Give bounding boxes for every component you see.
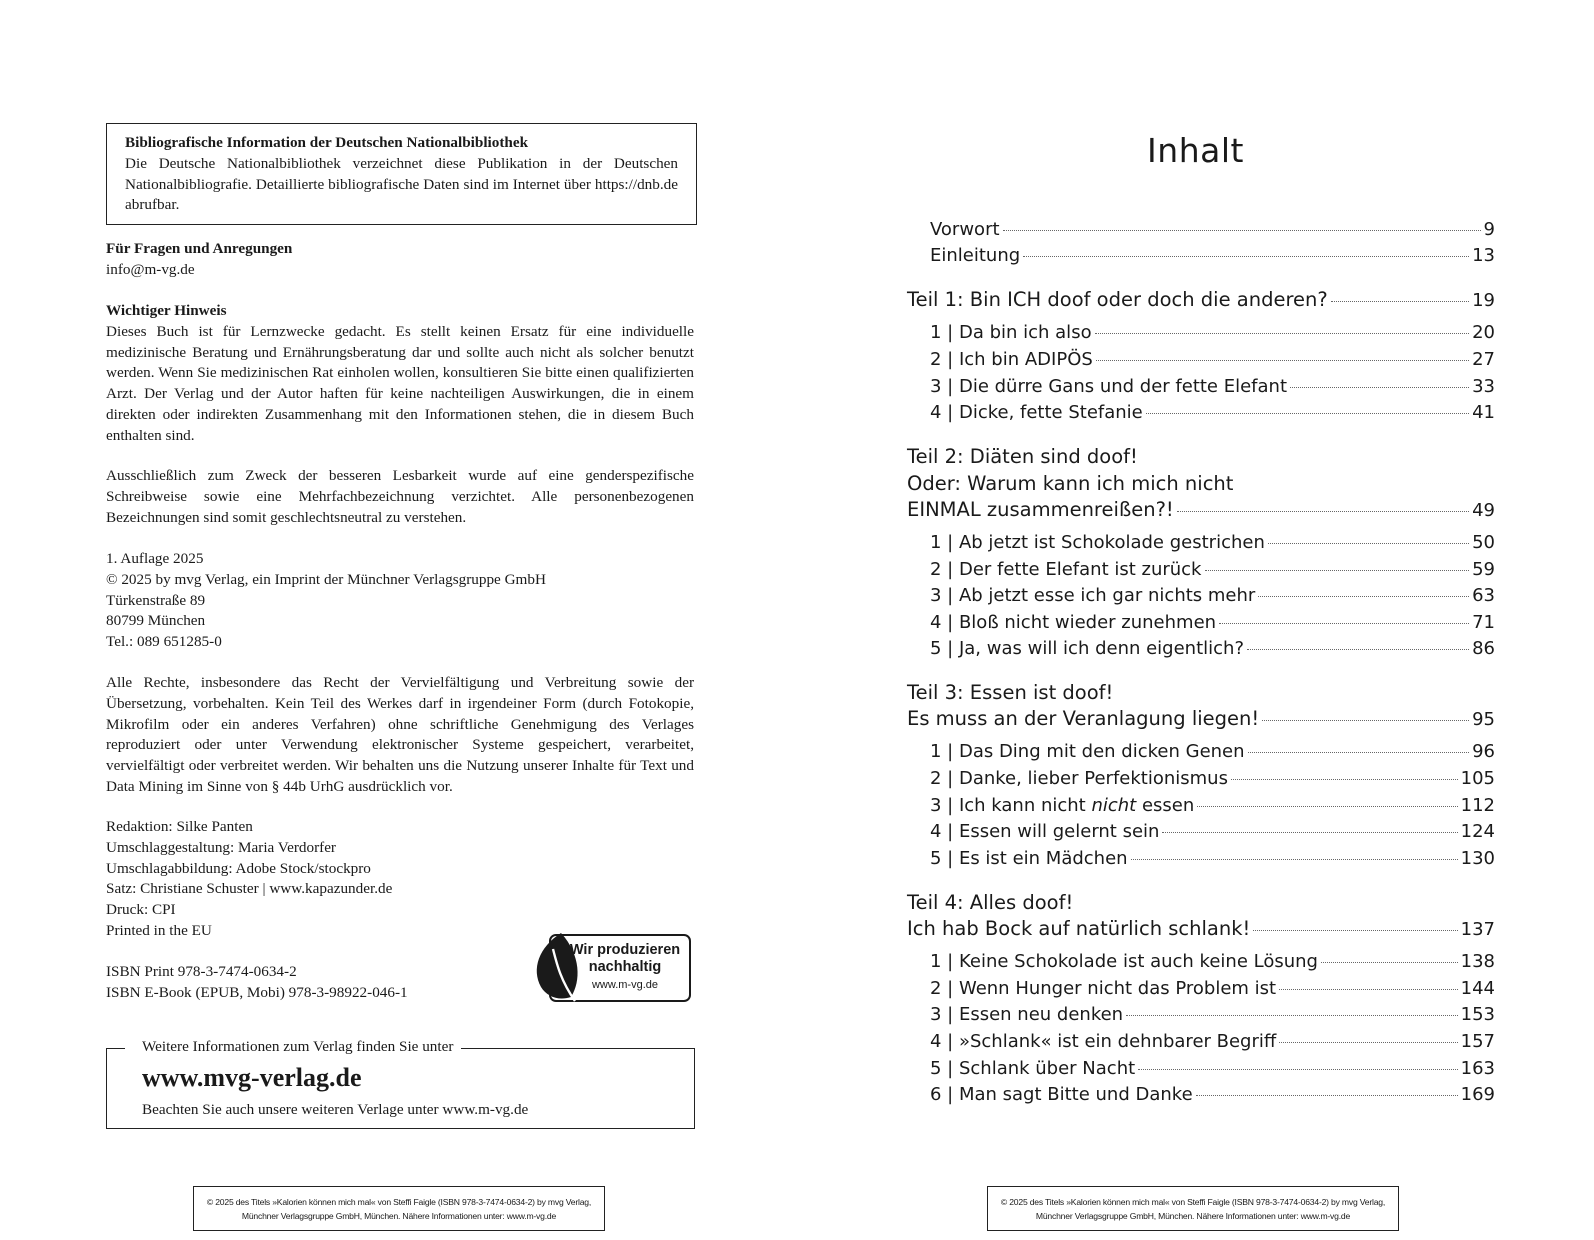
toc-part-4[interactable] [907, 916, 1495, 943]
toc-chapter-3-5[interactable] [930, 846, 1495, 872]
leader-dots [1096, 360, 1469, 361]
contact-section [106, 239, 694, 281]
toc-title: Inhalt [1147, 131, 1244, 170]
toc-entry-einleitung[interactable] [930, 243, 1495, 269]
leader-dots [1331, 301, 1469, 302]
chapter-label: 2 | Ich bin ADIPÖS [930, 349, 1093, 370]
credit-cover-design: Umschlaggestaltung: Maria Verdorfer [106, 838, 336, 856]
toc-chapter-3-3[interactable] [930, 793, 1495, 819]
part-title: Ich hab Bock auf natürlich schlank! [907, 917, 1251, 940]
leader-dots [1258, 596, 1469, 597]
chapter-page: 63 [1472, 585, 1495, 606]
toc-chapter-4-6[interactable] [930, 1082, 1495, 1108]
part-title: Teil 1: Bin ICH doof oder doch die anderen? [907, 288, 1328, 311]
chapter-page: 124 [1460, 821, 1495, 842]
bibliographic-info-title: Bibliografische Information der Deutschen Nationalbibliothek [125, 134, 529, 151]
sustainability-badge [531, 934, 694, 1002]
chapter-page: 138 [1460, 951, 1495, 972]
contact-email: info@m-vg.de [106, 260, 195, 278]
chapter-page: 27 [1472, 349, 1495, 370]
part-2-title-line1: Teil 2: Diäten sind doof! [907, 445, 1138, 468]
credit-printed-in: Printed in the EU [106, 921, 212, 939]
chapter-page: 96 [1472, 741, 1495, 762]
part-2-title-line2: Oder: Warum kann ich mich nicht [907, 472, 1234, 495]
copyright-footer [193, 1186, 605, 1231]
leader-dots [1126, 1015, 1458, 1016]
chapter-label: 4 | »Schlank« ist ein dehnbarer Begriff [930, 1031, 1277, 1052]
toc-chapter-4-2[interactable] [930, 976, 1495, 1002]
toc-chapter-1-2[interactable] [930, 347, 1495, 373]
toc-page [797, 0, 1594, 1240]
leader-dots [1196, 1095, 1458, 1096]
toc-entry-page: 9 [1483, 219, 1495, 240]
toc-part-3[interactable] [907, 706, 1495, 733]
leader-dots [1146, 413, 1469, 414]
badge-line2: nachhaltig [588, 959, 662, 975]
leader-dots [1268, 543, 1469, 544]
chapter-label: 2 | Der fette Elefant ist zurück [930, 559, 1202, 580]
chapter-page: 144 [1460, 978, 1495, 999]
part-title: EINMAL zusammenreißen?! [907, 498, 1174, 521]
bibliographic-info-text: Die Deutsche Nationalbibliothek verzeichnet diese Publikation in der Deutschen Nationalbibliografie. Detaillierte bibliografische Daten sind im Internet über https://dnb.de abrufbar. [125, 154, 678, 214]
toc-chapter-2-1[interactable] [930, 530, 1495, 556]
leader-dots [1197, 806, 1457, 807]
chapter-label: 5 | Schlank über Nacht [930, 1058, 1136, 1079]
chapter-label: 3 | Die dürre Gans und der fette Elefant [930, 376, 1288, 397]
part-3-title-line1: Teil 3: Essen ist doof! [907, 681, 1114, 704]
chapter-label: 6 | Man sagt Bitte und Danke [930, 1084, 1193, 1105]
toc-part-2[interactable] [907, 497, 1495, 524]
leader-dots [1290, 387, 1469, 388]
copyright: © 2025 by mvg Verlag, ein Imprint der Münchner Verlagsgruppe GmbH [106, 570, 546, 588]
badge-line1: Wir produzieren [569, 942, 681, 958]
part-page: 95 [1472, 709, 1495, 730]
leader-dots [1248, 752, 1470, 753]
leader-dots [1253, 930, 1457, 931]
chapter-page: 50 [1472, 532, 1495, 553]
phone: Tel.: 089 651285-0 [106, 633, 222, 651]
toc-part-1[interactable] [907, 287, 1495, 314]
chapter-label-part: 3 | Ich kann nicht [930, 795, 1092, 816]
chapter-label: 1 | Keine Schokolade ist auch keine Lösung [930, 951, 1318, 972]
isbn-ebook: ISBN E-Book (EPUB, Mobi) 978-3-98922-046-1 [106, 983, 408, 1001]
leader-dots [1138, 1069, 1457, 1070]
chapter-label: 1 | Ab jetzt ist Schokolade gestrichen [930, 532, 1265, 553]
toc-chapter-1-3[interactable] [930, 374, 1495, 400]
notice-section [106, 301, 694, 447]
chapter-label: 5 | Es ist ein Mädchen [930, 848, 1128, 869]
badge-url: www.m-vg.de [591, 979, 659, 991]
credit-print: Druck: CPI [106, 901, 176, 919]
leader-dots [1321, 962, 1458, 963]
leader-dots [1023, 256, 1469, 257]
publisher-url[interactable]: www.mvg-verlag.de [142, 1063, 362, 1092]
chapter-page: 71 [1472, 612, 1495, 633]
leader-dots [1003, 230, 1481, 231]
chapter-label: 4 | Bloß nicht wieder zunehmen [930, 612, 1217, 633]
toc-chapter-4-3[interactable] [930, 1002, 1495, 1028]
leader-dots [1095, 333, 1470, 334]
contact-heading: Für Fragen und Anregungen [106, 240, 293, 257]
credit-cover-image: Umschlagabbildung: Adobe Stock/stockpro [106, 859, 371, 877]
rights-text: Alle Rechte, insbesondere das Recht der Vervielfältigung und Verbreitung sowie der Übersetzung, vorbehalten. Kein Teil des Werkes darf in irgendeiner Form (durch Fotokopie, Mikrofilm oder ein anderes Verfahren) ohne schriftliche Genehmigung des Verlages reproduziert oder unter Verwendung elektronischer Systeme gespeichert, verarbeitet, vervielfältigt oder verbreitet werden. Wir behalten uns die Nutzung unserer Inhalte für Text und Data Mining im Sinne von § 44b UrhG ausdrücklich vor. [106, 674, 694, 795]
chapter-label: 1 | Da bin ich also [930, 322, 1092, 343]
part-4-title-line1: Teil 4: Alles doof! [907, 891, 1074, 914]
toc-chapter-3-4[interactable] [930, 819, 1495, 845]
footer-line2: Münchner Verlagsgruppe GmbH, München. Nähere Informationen unter: www.m-vg.de [241, 1211, 557, 1221]
leader-dots [1279, 1042, 1457, 1043]
leader-dots [1131, 859, 1458, 860]
credit-editor: Redaktion: Silke Panten [106, 818, 253, 835]
chapter-page: 86 [1472, 638, 1495, 659]
chapter-page: 105 [1460, 768, 1495, 789]
notice-heading: Wichtiger Hinweis [106, 302, 227, 319]
bibliographic-info-box [106, 123, 697, 225]
leader-dots [1205, 570, 1470, 571]
chapter-label: 4 | Dicke, fette Stefanie [930, 402, 1143, 423]
toc-chapter-1-4[interactable] [930, 400, 1495, 426]
chapter-label: 2 | Wenn Hunger nicht das Problem ist [930, 978, 1277, 999]
chapter-label: 3 | Ab jetzt esse ich gar nichts mehr [930, 585, 1256, 606]
toc-chapter-4-1[interactable] [930, 949, 1495, 975]
city: 80799 München [106, 612, 206, 630]
web-label: Weitere Informationen zum Verlag finden Sie unter [125, 1037, 461, 1057]
footer-line1: © 2025 des Titels »Kalorien können mich mal« von Steffi Faigle (ISBN 978-3-7474-0634-2) by mvg Verlag, [206, 1197, 592, 1207]
chapter-page: 112 [1460, 795, 1495, 816]
part-page: 49 [1472, 500, 1495, 521]
publisher-web-box [106, 1038, 695, 1129]
toc-chapter-2-3[interactable] [930, 583, 1495, 609]
part-page: 19 [1472, 290, 1495, 311]
chapter-page: 33 [1472, 376, 1495, 397]
isbn-print: ISBN Print 978-3-7474-0634-2 [106, 963, 297, 980]
imprint-section [106, 549, 694, 653]
toc-entry-vorwort[interactable] [930, 217, 1495, 243]
toc-chapter-1-1[interactable] [930, 320, 1495, 346]
leader-dots [1262, 720, 1469, 721]
chapter-label: 3 | Essen neu denken [930, 1004, 1124, 1025]
part-page: 137 [1460, 919, 1495, 940]
toc-chapter-2-5[interactable] [930, 636, 1495, 662]
chapter-label: 1 | Das Ding mit den dicken Genen [930, 741, 1245, 762]
chapter-page: 59 [1472, 559, 1495, 580]
chapter-label: 5 | Ja, was will ich denn eigentlich? [930, 638, 1245, 659]
isbn-section [106, 962, 526, 1004]
chapter-page: 20 [1472, 322, 1495, 343]
street: Türkenstraße 89 [106, 591, 206, 609]
leader-dots [1279, 989, 1458, 990]
chapter-label: 4 | Essen will gelernt sein [930, 821, 1160, 842]
toc-entry-page: 13 [1472, 245, 1495, 266]
footer-line1: © 2025 des Titels »Kalorien können mich mal« von Steffi Faigle (ISBN 978-3-7474-0634-2) by mvg Verlag, [1000, 1197, 1386, 1207]
chapter-page: 153 [1460, 1004, 1495, 1025]
toc-chapter-3-2[interactable] [930, 766, 1495, 792]
notice-text: Dieses Buch ist für Lernzwecke gedacht. Es stellt keinen Ersatz für eine individuelle medizinische Beratung und Ernährungsberatung dar und sollte auch nicht als solcher benutzt werden. Wenn Sie medizinischen Rat einholen wollen, konsultieren Sie bitte einen qualifizierten Arzt. Der Verlag und der Autor haften für keine nachteiligen Auswirkungen, die in einem direkten oder indirekten Zusammenhang mit den Informationen stehen, die in diesem Buch enthalten sind. [106, 322, 694, 444]
leader-dots [1247, 649, 1469, 650]
chapter-label-part: essen [1136, 795, 1195, 816]
leader-dots [1219, 623, 1469, 624]
credits-section [106, 817, 694, 942]
copyright-footer [987, 1186, 1399, 1231]
chapter-label: 2 | Danke, lieber Perfektionismus [930, 768, 1228, 789]
chapter-label-emphasis: nicht [1091, 795, 1137, 816]
toc-entry-label: Vorwort [930, 219, 1000, 240]
leader-dots [1177, 511, 1469, 512]
toc-chapter-2-4[interactable] [930, 610, 1495, 636]
part-title: Es muss an der Veranlagung liegen! [907, 707, 1260, 730]
toc-entry-label: Einleitung [930, 245, 1021, 266]
chapter-page: 157 [1460, 1031, 1495, 1052]
toc-chapter-4-5[interactable] [930, 1056, 1495, 1082]
chapter-page: 163 [1460, 1058, 1495, 1079]
leader-dots [1231, 779, 1458, 780]
chapter-page: 169 [1460, 1084, 1495, 1105]
more-publishers-text: Beachten Sie auch unsere weiteren Verlage unter www.m-vg.de [142, 1101, 529, 1118]
chapter-page: 41 [1472, 402, 1495, 423]
toc-chapter-4-4[interactable] [930, 1029, 1495, 1055]
toc-chapter-3-1[interactable] [930, 739, 1495, 765]
toc-chapter-2-2[interactable] [930, 557, 1495, 583]
chapter-page: 130 [1460, 848, 1495, 869]
edition: 1. Auflage 2025 [106, 550, 204, 567]
credit-typesetting: Satz: Christiane Schuster | www.kapazunder.de [106, 880, 393, 898]
gender-note: Ausschließlich zum Zweck der besseren Lesbarkeit wurde auf eine genderspezifische Schreibweise sowie eine Mehrfachbezeichnung verzichtet. Alle personenbezogenen Bezeichnungen sind somit geschlechtsneutral zu verstehen. [106, 467, 694, 526]
chapter-label [930, 793, 1194, 819]
leader-dots [1162, 832, 1457, 833]
footer-line2: Münchner Verlagsgruppe GmbH, München. Nähere Informationen unter: www.m-vg.de [1035, 1211, 1351, 1221]
